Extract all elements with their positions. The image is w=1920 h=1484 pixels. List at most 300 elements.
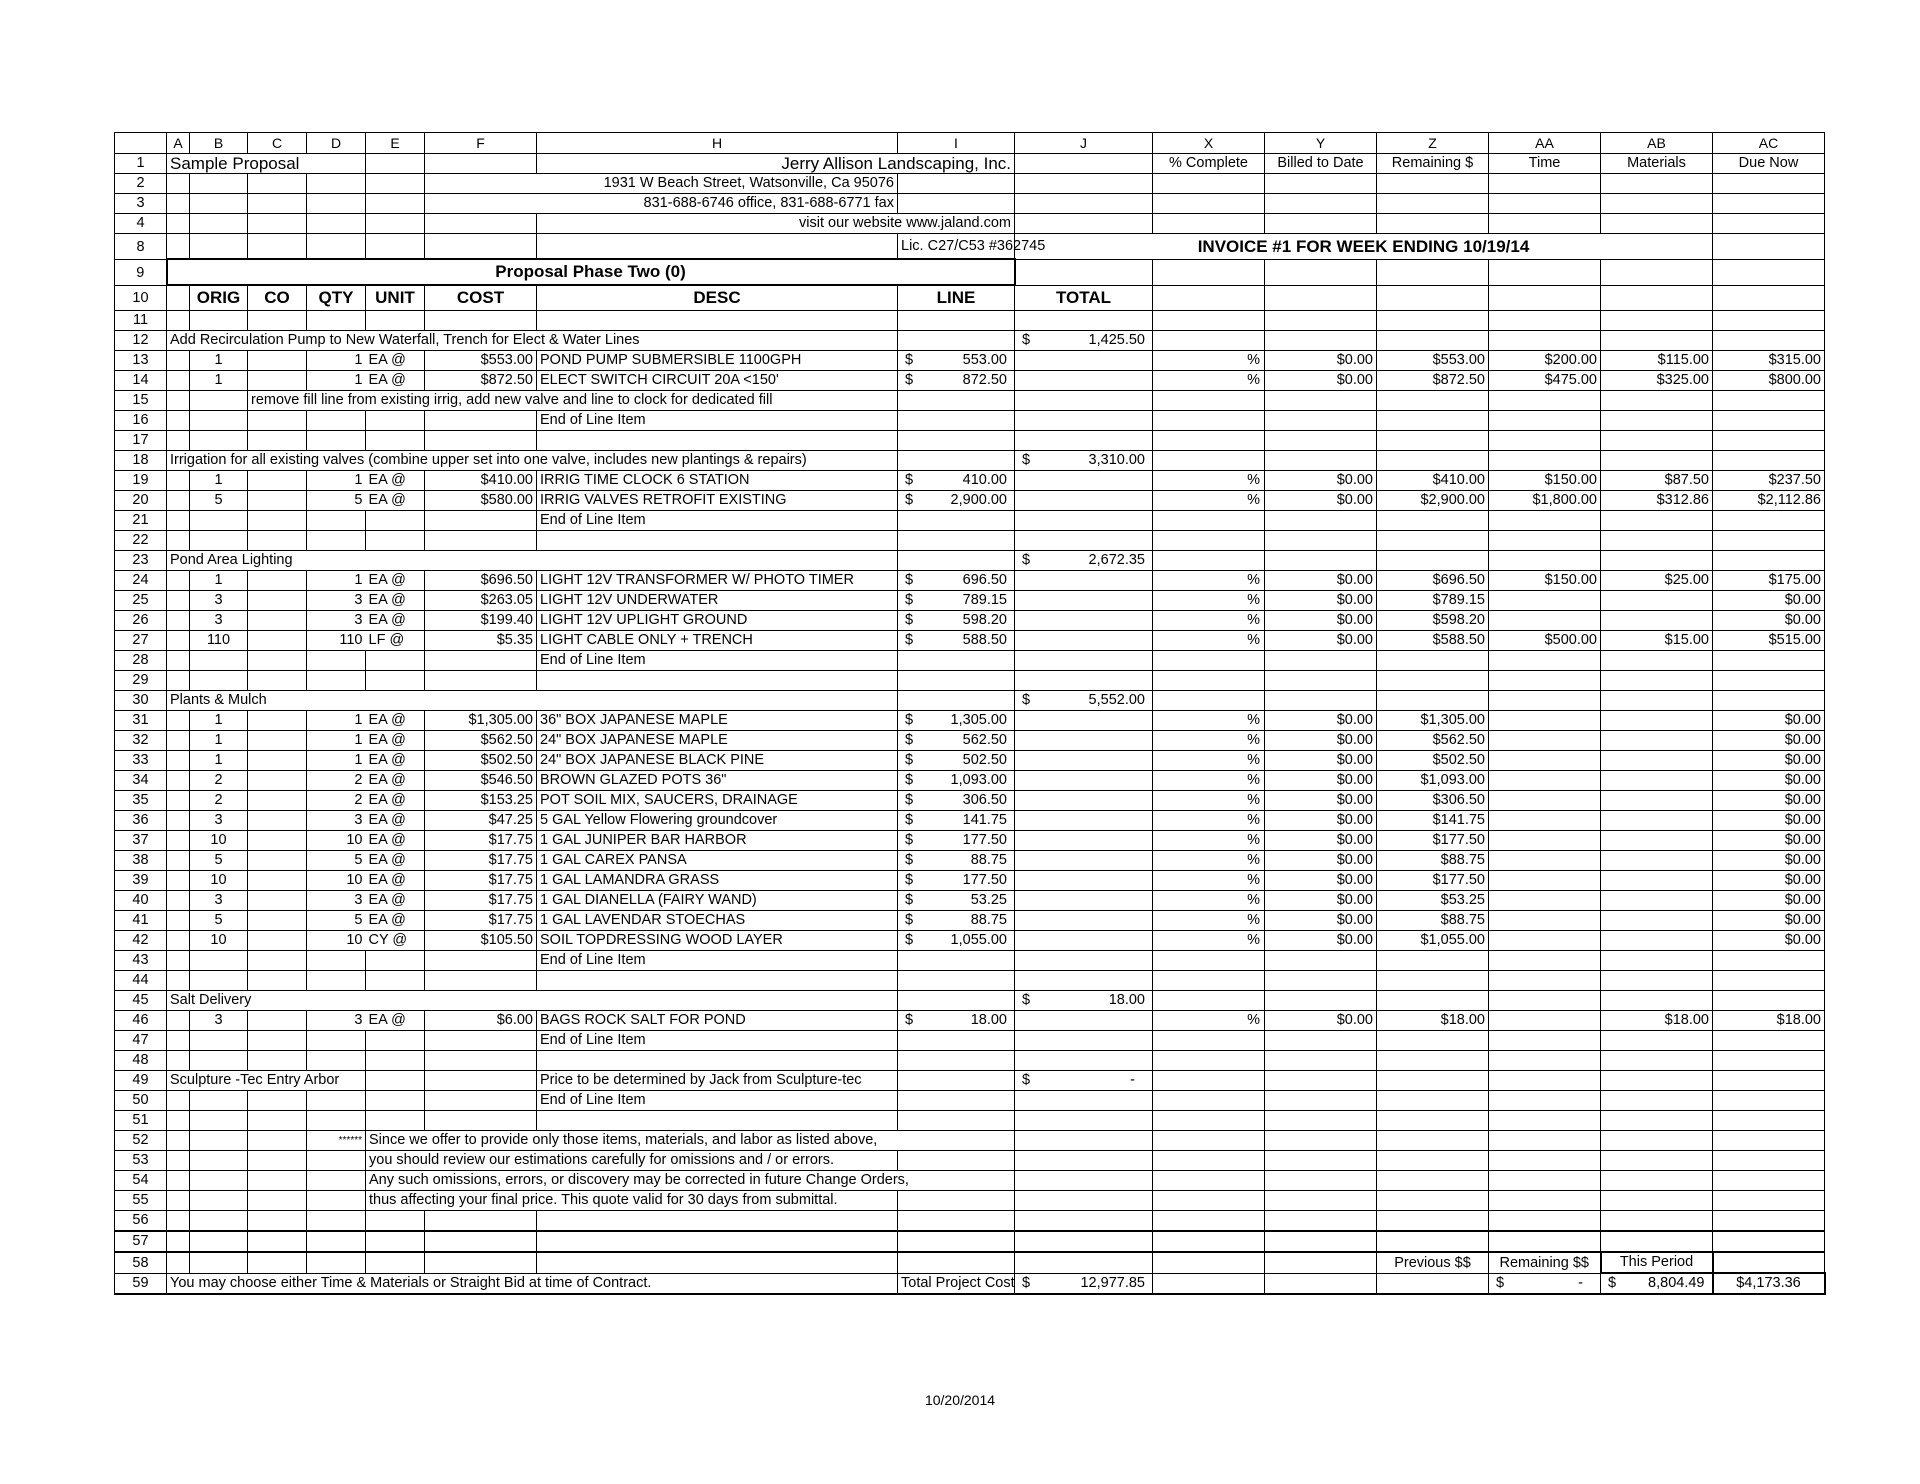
cell[interactable] xyxy=(1015,931,1153,951)
item-due[interactable]: $0.00 xyxy=(1713,851,1825,871)
item-remaining[interactable]: $1,093.00 xyxy=(1377,771,1489,791)
item-cost[interactable]: $105.50 xyxy=(425,931,537,951)
row-number[interactable]: 33 xyxy=(115,751,167,771)
item-pct[interactable]: % xyxy=(1153,351,1265,371)
row-number[interactable]: 2 xyxy=(115,174,167,194)
item-pct[interactable]: % xyxy=(1153,731,1265,751)
item-time[interactable] xyxy=(1489,831,1601,851)
tracking-header[interactable]: Due Now xyxy=(1713,154,1825,174)
item-billed[interactable]: $0.00 xyxy=(1265,851,1377,871)
cell[interactable] xyxy=(1015,951,1153,971)
item-line[interactable] xyxy=(898,771,1015,791)
item-line[interactable] xyxy=(898,611,1015,631)
cell[interactable] xyxy=(248,671,307,691)
item-billed[interactable]: $0.00 xyxy=(1265,731,1377,751)
cell[interactable] xyxy=(1713,1211,1825,1232)
item-qty[interactable]: 2 xyxy=(307,791,366,811)
item-billed[interactable]: $0.00 xyxy=(1265,771,1377,791)
cell[interactable] xyxy=(1489,1071,1601,1091)
row-number[interactable]: 4 xyxy=(115,214,167,234)
cell[interactable] xyxy=(898,331,1015,351)
cell[interactable] xyxy=(1015,491,1153,511)
item-due[interactable]: $0.00 xyxy=(1713,591,1825,611)
item-materials[interactable] xyxy=(1601,871,1713,891)
cell[interactable] xyxy=(1153,1131,1265,1151)
cell[interactable] xyxy=(167,591,190,611)
row-number[interactable]: 22 xyxy=(115,531,167,551)
cell[interactable] xyxy=(1265,991,1377,1011)
section-total[interactable] xyxy=(1015,331,1153,351)
cell[interactable] xyxy=(537,1051,898,1071)
cell[interactable] xyxy=(248,1252,307,1273)
item-billed[interactable]: $0.00 xyxy=(1265,751,1377,771)
cell[interactable] xyxy=(1153,411,1265,431)
item-unit[interactable]: EA @ xyxy=(366,1011,425,1031)
row-number[interactable]: 16 xyxy=(115,411,167,431)
cell[interactable] xyxy=(1265,1031,1377,1051)
col-label-orig[interactable]: ORIG xyxy=(190,285,248,311)
cell[interactable] xyxy=(248,1171,307,1191)
cell[interactable] xyxy=(167,511,190,531)
item-cost[interactable]: $562.50 xyxy=(425,731,537,751)
item-cost[interactable]: $696.50 xyxy=(425,571,537,591)
cell[interactable] xyxy=(248,411,307,431)
item-qty[interactable]: 10 xyxy=(307,831,366,851)
cell[interactable] xyxy=(307,411,366,431)
cell[interactable] xyxy=(1713,451,1825,471)
item-time[interactable] xyxy=(1489,931,1601,951)
item-line[interactable] xyxy=(898,571,1015,591)
cell[interactable] xyxy=(1265,431,1377,451)
cell[interactable] xyxy=(1377,311,1489,331)
item-billed[interactable]: $0.00 xyxy=(1265,811,1377,831)
cell[interactable] xyxy=(1713,1131,1825,1151)
item-orig[interactable]: 3 xyxy=(190,811,248,831)
item-desc[interactable]: POT SOIL MIX, SAUCERS, DRAINAGE xyxy=(537,791,898,811)
item-qty[interactable]: 1 xyxy=(307,371,366,391)
row-number[interactable]: 13 xyxy=(115,351,167,371)
cell[interactable] xyxy=(167,951,190,971)
cell[interactable] xyxy=(1265,451,1377,471)
cell[interactable] xyxy=(1489,1031,1601,1051)
cell[interactable] xyxy=(898,391,1015,411)
cell[interactable] xyxy=(1377,651,1489,671)
cell[interactable] xyxy=(248,651,307,671)
cell[interactable] xyxy=(190,1051,248,1071)
cell[interactable] xyxy=(425,971,537,991)
item-qty[interactable]: 1 xyxy=(307,731,366,751)
row-number[interactable]: 36 xyxy=(115,811,167,831)
item-pct[interactable]: % xyxy=(1153,631,1265,651)
cell[interactable] xyxy=(1015,631,1153,651)
item-due[interactable]: $0.00 xyxy=(1713,731,1825,751)
item-remaining[interactable]: $410.00 xyxy=(1377,471,1489,491)
cell[interactable] xyxy=(898,991,1015,1011)
cell[interactable] xyxy=(1601,451,1713,471)
cell[interactable] xyxy=(1601,551,1713,571)
item-desc[interactable]: 1 GAL CAREX PANSA xyxy=(537,851,898,871)
cell[interactable] xyxy=(1601,214,1713,234)
cell[interactable] xyxy=(425,1091,537,1111)
item-qty[interactable]: 1 xyxy=(307,751,366,771)
cell[interactable] xyxy=(307,1111,366,1131)
item-time[interactable] xyxy=(1489,1011,1601,1031)
item-qty[interactable]: 1 xyxy=(307,351,366,371)
cell[interactable] xyxy=(425,214,537,234)
item-cost[interactable]: $553.00 xyxy=(425,351,537,371)
cell[interactable] xyxy=(1601,1191,1713,1211)
item-line[interactable] xyxy=(898,811,1015,831)
cell[interactable] xyxy=(898,531,1015,551)
cell[interactable] xyxy=(190,194,248,214)
cell[interactable] xyxy=(307,1252,366,1273)
column-header-j[interactable]: J xyxy=(1015,133,1153,154)
cell[interactable] xyxy=(425,531,537,551)
item-time[interactable] xyxy=(1489,811,1601,831)
cell[interactable] xyxy=(898,451,1015,471)
cell[interactable] xyxy=(425,1031,537,1051)
cell[interactable] xyxy=(248,631,307,651)
cell[interactable] xyxy=(366,174,425,194)
cell[interactable] xyxy=(1489,431,1601,451)
item-remaining[interactable]: $1,305.00 xyxy=(1377,711,1489,731)
cell[interactable] xyxy=(1153,971,1265,991)
column-header-d[interactable]: D xyxy=(307,133,366,154)
cell[interactable] xyxy=(248,951,307,971)
cell[interactable] xyxy=(425,411,537,431)
item-desc[interactable]: POND PUMP SUBMERSIBLE 1100GPH xyxy=(537,351,898,371)
cell[interactable] xyxy=(1601,311,1713,331)
item-unit[interactable]: EA @ xyxy=(366,891,425,911)
cell[interactable] xyxy=(1015,871,1153,891)
cell[interactable] xyxy=(898,971,1015,991)
cell[interactable] xyxy=(1713,331,1825,351)
item-line[interactable] xyxy=(898,471,1015,491)
cell[interactable] xyxy=(898,951,1015,971)
row-number[interactable]: 55 xyxy=(115,1191,167,1211)
cell[interactable] xyxy=(307,971,366,991)
tracking-header[interactable]: Remaining $ xyxy=(1377,154,1489,174)
item-orig[interactable]: 10 xyxy=(190,871,248,891)
cell[interactable] xyxy=(1265,1273,1377,1294)
row-number[interactable]: 18 xyxy=(115,451,167,471)
cell[interactable] xyxy=(248,174,307,194)
item-qty[interactable]: 1 xyxy=(307,471,366,491)
cell[interactable] xyxy=(1713,1151,1825,1171)
cell[interactable] xyxy=(1015,751,1153,771)
cell[interactable] xyxy=(167,671,190,691)
cell[interactable] xyxy=(1489,1151,1601,1171)
cell[interactable] xyxy=(1601,1031,1713,1051)
item-desc[interactable]: 5 GAL Yellow Flowering groundcover xyxy=(537,811,898,831)
cell[interactable] xyxy=(167,285,190,311)
cell[interactable] xyxy=(190,531,248,551)
cell[interactable] xyxy=(1153,174,1265,194)
tracking-header[interactable]: Billed to Date xyxy=(1265,154,1377,174)
column-header-f[interactable]: F xyxy=(425,133,537,154)
cell[interactable] xyxy=(898,1191,1015,1211)
cell[interactable] xyxy=(248,1211,307,1232)
row-number[interactable]: 19 xyxy=(115,471,167,491)
cell[interactable] xyxy=(248,531,307,551)
item-desc[interactable]: 1 GAL LAVENDAR STOECHAS xyxy=(537,911,898,931)
item-unit[interactable]: EA @ xyxy=(366,771,425,791)
cell[interactable] xyxy=(248,1131,307,1151)
cell[interactable] xyxy=(1489,991,1601,1011)
cell[interactable] xyxy=(1377,511,1489,531)
cell[interactable] xyxy=(1377,214,1489,234)
cell[interactable] xyxy=(366,154,425,174)
cell[interactable] xyxy=(167,411,190,431)
item-line[interactable] xyxy=(898,591,1015,611)
item-desc[interactable]: 1 GAL LAMANDRA GRASS xyxy=(537,871,898,891)
row-number[interactable]: 32 xyxy=(115,731,167,751)
item-pct[interactable]: % xyxy=(1153,371,1265,391)
cell[interactable] xyxy=(248,234,307,260)
row-number[interactable]: 30 xyxy=(115,691,167,711)
cell[interactable] xyxy=(1601,991,1713,1011)
row-number[interactable]: 28 xyxy=(115,651,167,671)
cell[interactable] xyxy=(1153,1051,1265,1071)
row-number[interactable]: 52 xyxy=(115,1131,167,1151)
cell[interactable] xyxy=(248,311,307,331)
cell[interactable] xyxy=(1015,511,1153,531)
cell[interactable] xyxy=(190,1211,248,1232)
cell[interactable] xyxy=(898,411,1015,431)
cell[interactable] xyxy=(167,1051,190,1071)
cell[interactable] xyxy=(537,1111,898,1131)
cell[interactable] xyxy=(1489,1131,1601,1151)
cell[interactable] xyxy=(167,871,190,891)
item-orig[interactable]: 110 xyxy=(190,631,248,651)
cell[interactable] xyxy=(1601,651,1713,671)
row-number[interactable]: 15 xyxy=(115,391,167,411)
total-label[interactable]: Total Project Cost xyxy=(898,1273,1015,1294)
item-billed[interactable]: $0.00 xyxy=(1265,931,1377,951)
cell[interactable] xyxy=(1015,971,1153,991)
item-orig[interactable]: 2 xyxy=(190,771,248,791)
cell[interactable] xyxy=(1713,511,1825,531)
item-materials[interactable] xyxy=(1601,711,1713,731)
cell[interactable] xyxy=(1713,951,1825,971)
cell[interactable] xyxy=(1601,1071,1713,1091)
cell[interactable] xyxy=(1015,831,1153,851)
cell[interactable] xyxy=(248,431,307,451)
item-desc[interactable]: ELECT SWITCH CIRCUIT 20A <150' xyxy=(537,371,898,391)
cell[interactable] xyxy=(1153,1211,1265,1232)
cell[interactable] xyxy=(1489,1231,1601,1252)
item-remaining[interactable]: $789.15 xyxy=(1377,591,1489,611)
row-number[interactable]: 51 xyxy=(115,1111,167,1131)
item-desc[interactable]: LIGHT 12V UPLIGHT GROUND xyxy=(537,611,898,631)
row-number[interactable]: 50 xyxy=(115,1091,167,1111)
cell[interactable] xyxy=(1265,971,1377,991)
item-materials[interactable] xyxy=(1601,771,1713,791)
cell[interactable] xyxy=(1153,651,1265,671)
item-remaining[interactable]: $306.50 xyxy=(1377,791,1489,811)
item-cost[interactable]: $5.35 xyxy=(425,631,537,651)
item-orig[interactable]: 2 xyxy=(190,791,248,811)
cell[interactable] xyxy=(1153,431,1265,451)
row-number[interactable]: 3 xyxy=(115,194,167,214)
cell[interactable] xyxy=(190,1131,248,1151)
cell[interactable] xyxy=(1153,391,1265,411)
cell[interactable] xyxy=(1015,1191,1153,1211)
cell[interactable] xyxy=(1265,1111,1377,1131)
section-title[interactable]: Sculpture -Tec Entry Arbor xyxy=(167,1071,366,1091)
item-qty[interactable]: 1 xyxy=(307,711,366,731)
item-due[interactable]: $515.00 xyxy=(1713,631,1825,651)
row-number[interactable]: 47 xyxy=(115,1031,167,1051)
cell[interactable] xyxy=(1153,311,1265,331)
item-time[interactable] xyxy=(1489,791,1601,811)
cell[interactable] xyxy=(167,371,190,391)
cell[interactable] xyxy=(190,1171,248,1191)
item-line[interactable] xyxy=(898,371,1015,391)
item-billed[interactable]: $0.00 xyxy=(1265,571,1377,591)
cell[interactable] xyxy=(1601,1151,1713,1171)
row-number[interactable]: 24 xyxy=(115,571,167,591)
column-header-aa[interactable]: AA xyxy=(1489,133,1601,154)
cell[interactable] xyxy=(1265,691,1377,711)
cell[interactable] xyxy=(1489,311,1601,331)
invoice-title[interactable]: INVOICE #1 FOR WEEK ENDING 10/19/14 xyxy=(1015,234,1713,260)
row-number[interactable]: 11 xyxy=(115,311,167,331)
cell[interactable] xyxy=(425,511,537,531)
cell[interactable] xyxy=(248,371,307,391)
this-period-value[interactable]: $4,173.36 xyxy=(1713,1273,1825,1294)
cell[interactable] xyxy=(167,651,190,671)
cell[interactable] xyxy=(1015,611,1153,631)
item-cost[interactable]: $199.40 xyxy=(425,611,537,631)
cell[interactable] xyxy=(248,731,307,751)
cell[interactable] xyxy=(190,1191,248,1211)
cell[interactable] xyxy=(425,671,537,691)
cell[interactable] xyxy=(190,431,248,451)
col-label-co[interactable]: CO xyxy=(248,285,307,311)
item-desc[interactable]: BAGS ROCK SALT FOR POND xyxy=(537,1011,898,1031)
item-due[interactable]: $0.00 xyxy=(1713,931,1825,951)
cell[interactable] xyxy=(248,351,307,371)
proposal-title[interactable]: Sample Proposal xyxy=(167,154,366,174)
item-remaining[interactable]: $696.50 xyxy=(1377,571,1489,591)
cell[interactable] xyxy=(1015,771,1153,791)
cell[interactable] xyxy=(1713,1252,1825,1273)
cell[interactable] xyxy=(1489,331,1601,351)
cell[interactable] xyxy=(167,911,190,931)
cell[interactable] xyxy=(537,1231,898,1252)
cell[interactable] xyxy=(1377,431,1489,451)
cell[interactable] xyxy=(1015,259,1153,285)
cell[interactable] xyxy=(1713,1111,1825,1131)
item-orig[interactable]: 3 xyxy=(190,1011,248,1031)
item-pct[interactable]: % xyxy=(1153,711,1265,731)
cell[interactable] xyxy=(1265,1151,1377,1171)
cell[interactable] xyxy=(366,531,425,551)
cell[interactable] xyxy=(1377,1171,1489,1191)
cell[interactable] xyxy=(248,751,307,771)
cell[interactable] xyxy=(366,1231,425,1252)
item-line[interactable] xyxy=(898,711,1015,731)
cell[interactable] xyxy=(898,174,1015,194)
cell[interactable] xyxy=(190,1111,248,1131)
end-of-line[interactable]: End of Line Item xyxy=(537,1091,898,1111)
cell[interactable] xyxy=(167,174,190,194)
cell[interactable] xyxy=(167,1111,190,1131)
cell[interactable] xyxy=(1489,411,1601,431)
item-qty[interactable]: 1 xyxy=(307,571,366,591)
row-number[interactable]: 10 xyxy=(115,285,167,311)
item-cost[interactable]: $502.50 xyxy=(425,751,537,771)
item-qty[interactable]: 5 xyxy=(307,491,366,511)
cell[interactable] xyxy=(167,971,190,991)
cell[interactable] xyxy=(1265,1071,1377,1091)
item-qty[interactable]: 110 xyxy=(307,631,366,651)
column-header-z[interactable]: Z xyxy=(1377,133,1489,154)
item-time[interactable] xyxy=(1489,611,1601,631)
cell[interactable] xyxy=(1713,194,1825,214)
row-number[interactable]: 46 xyxy=(115,1011,167,1031)
item-billed[interactable]: $0.00 xyxy=(1265,471,1377,491)
cell[interactable] xyxy=(1015,214,1153,234)
section-title[interactable]: Salt Delivery xyxy=(167,991,898,1011)
cell[interactable] xyxy=(1713,411,1825,431)
cell[interactable] xyxy=(1265,1191,1377,1211)
item-desc[interactable]: BROWN GLAZED POTS 36" xyxy=(537,771,898,791)
cell[interactable] xyxy=(307,1171,366,1191)
item-due[interactable]: $2,112.86 xyxy=(1713,491,1825,511)
cell[interactable] xyxy=(1265,285,1377,311)
cell[interactable] xyxy=(1153,214,1265,234)
cell[interactable] xyxy=(898,1151,1015,1171)
cell[interactable] xyxy=(190,971,248,991)
item-billed[interactable]: $0.00 xyxy=(1265,831,1377,851)
item-remaining[interactable]: $588.50 xyxy=(1377,631,1489,651)
cell[interactable] xyxy=(1153,1111,1265,1131)
cell[interactable] xyxy=(425,1071,537,1091)
item-due[interactable]: $0.00 xyxy=(1713,891,1825,911)
item-orig[interactable]: 1 xyxy=(190,571,248,591)
column-header-ab[interactable]: AB xyxy=(1601,133,1713,154)
cell[interactable] xyxy=(1265,531,1377,551)
item-orig[interactable]: 1 xyxy=(190,731,248,751)
row-number[interactable]: 56 xyxy=(115,1211,167,1232)
phase-title[interactable]: Proposal Phase Two (0) xyxy=(167,259,1015,285)
item-unit[interactable]: EA @ xyxy=(366,831,425,851)
cell[interactable] xyxy=(167,1131,190,1151)
item-remaining[interactable]: $88.75 xyxy=(1377,851,1489,871)
item-materials[interactable] xyxy=(1601,831,1713,851)
cell[interactable] xyxy=(1153,1191,1265,1211)
disclaimer-line[interactable]: Any such omissions, errors, or discovery may be corrected in future Change Orders, xyxy=(366,1171,1015,1191)
item-materials[interactable] xyxy=(1601,931,1713,951)
item-orig[interactable]: 5 xyxy=(190,491,248,511)
item-materials[interactable]: $312.86 xyxy=(1601,491,1713,511)
row-number[interactable]: 12 xyxy=(115,331,167,351)
cell[interactable] xyxy=(898,1031,1015,1051)
contract-note[interactable]: You may choose either Time & Materials or Straight Bid at time of Contract. xyxy=(167,1273,898,1294)
cell[interactable] xyxy=(307,174,366,194)
cell[interactable] xyxy=(1265,311,1377,331)
cell[interactable] xyxy=(190,951,248,971)
cell[interactable] xyxy=(1713,691,1825,711)
cell[interactable] xyxy=(1377,1111,1489,1131)
cell[interactable] xyxy=(307,1151,366,1171)
cell[interactable] xyxy=(248,491,307,511)
cell[interactable] xyxy=(1713,1071,1825,1091)
cell[interactable] xyxy=(1377,1191,1489,1211)
item-due[interactable]: $0.00 xyxy=(1713,811,1825,831)
